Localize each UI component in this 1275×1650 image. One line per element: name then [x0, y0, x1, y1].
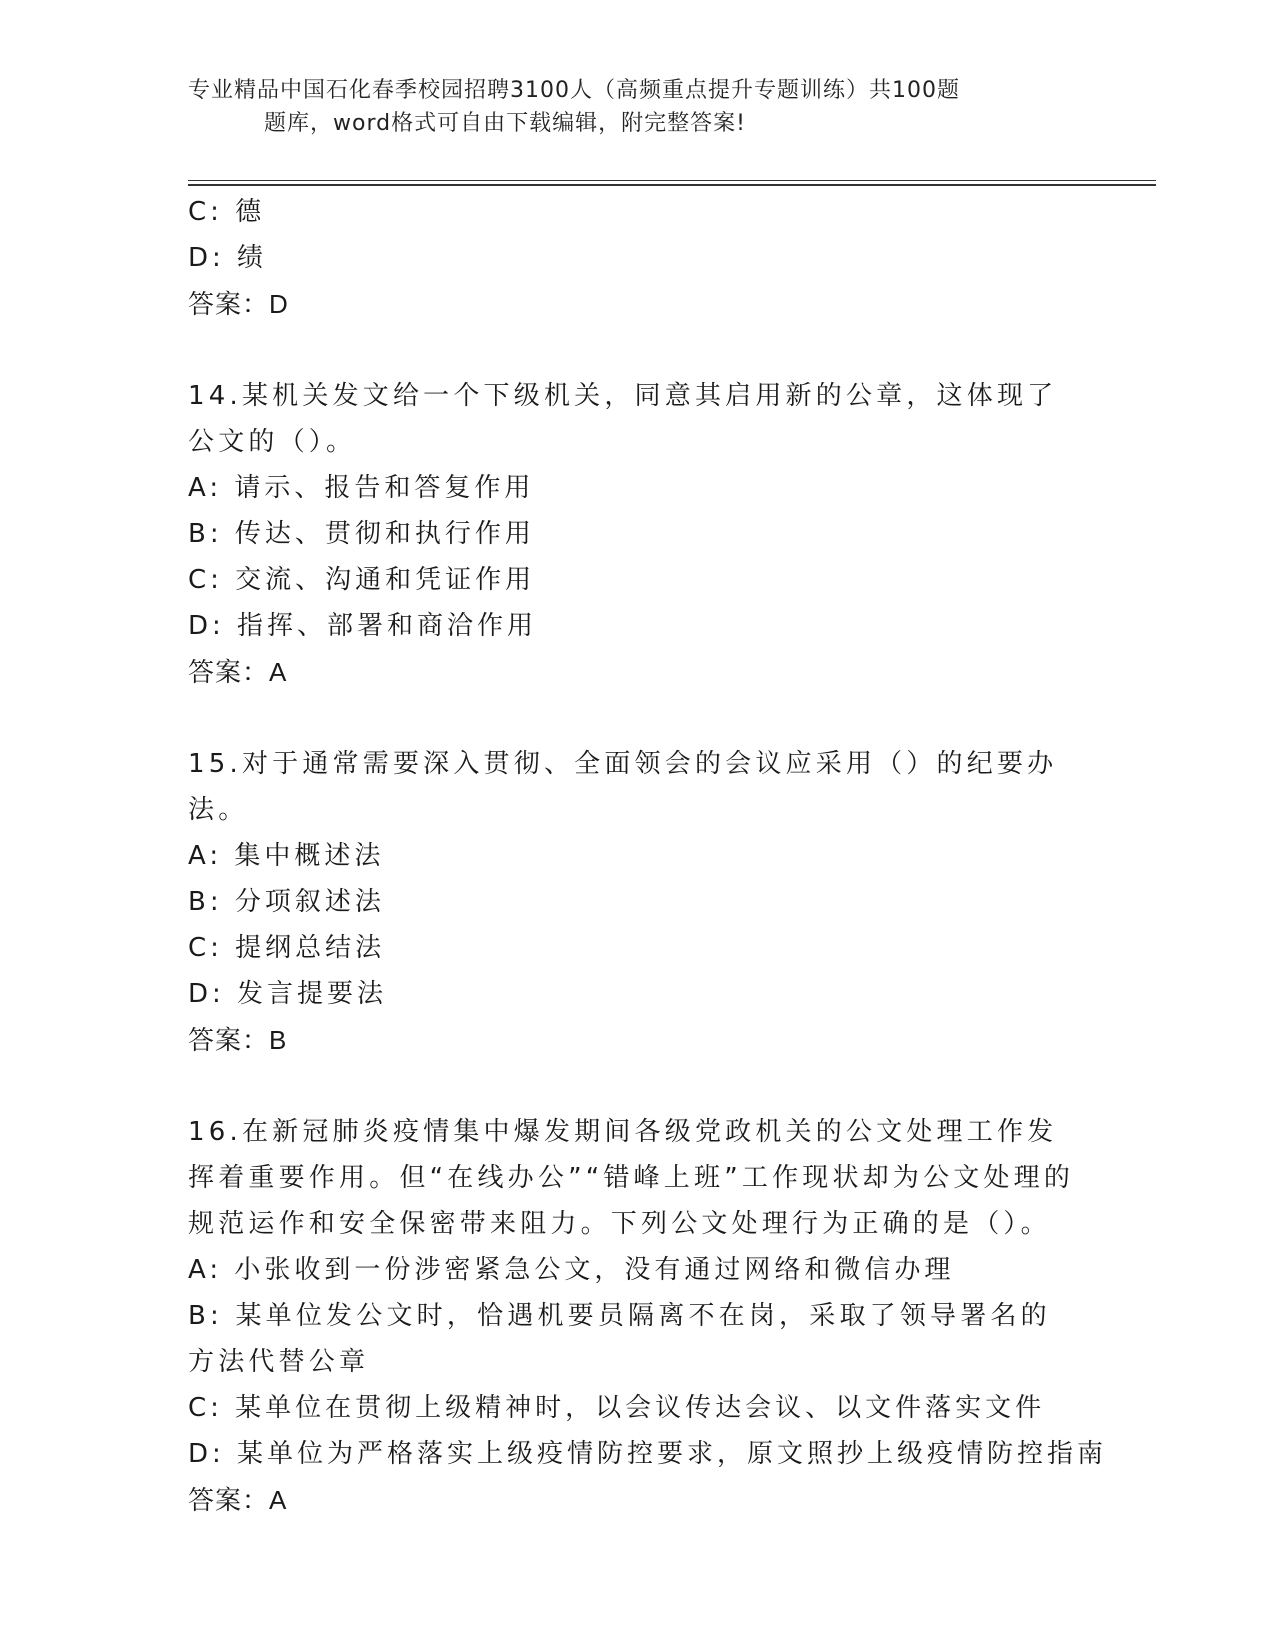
question-stem: 15.对于通常需要深入贯彻、全面领会的会议应采用（）的纪要办法。: [188, 749, 1058, 825]
option-b: B: 传达、贯彻和执行作用: [188, 519, 535, 549]
option-c: C: 某单位在贯彻上级精神时，以会议传达会议、以文件落实文件: [188, 1393, 1046, 1423]
header-title-line2: 题库，word格式可自由下载编辑，附完整答案!: [264, 111, 746, 136]
header-rule-thick: [188, 184, 1156, 186]
option-d: D: 发言提要法: [188, 979, 388, 1009]
answer-label: 答案：B: [188, 1025, 288, 1055]
question-15: [188, 741, 1078, 1063]
page-header: [188, 74, 1088, 140]
question-stem: 14.某机关发文给一个下级机关，同意其启用新的公章，这体现了公文的（）。: [188, 381, 1058, 457]
answer-label: 答案：D: [188, 289, 289, 319]
option-b: B: 某单位发公文时，恰遇机要员隔离不在岗，采取了领导署名的方法代替公章: [188, 1301, 1051, 1377]
option-a: A: 小张收到一份涉密紧急公文，没有通过网络和微信办理: [188, 1255, 955, 1285]
header-title-line1: 专业精品中国石化春季校园招聘3100人（高频重点提升专题训练）共100题: [188, 78, 960, 103]
option-a: A: 请示、报告和答复作用: [188, 473, 535, 503]
question-16: [188, 1109, 1108, 1523]
question-14: [188, 373, 1078, 695]
option-c: C: 德: [188, 197, 266, 227]
question-13-continued: [188, 189, 1078, 327]
option-b: B: 分项叙述法: [188, 887, 385, 917]
option-d: D: 指挥、部署和商洽作用: [188, 611, 538, 641]
answer-label: 答案：A: [188, 657, 288, 687]
question-content: [188, 189, 1108, 1523]
option-c: C: 提纲总结法: [188, 933, 386, 963]
option-d: D: 某单位为严格落实上级疫情防控要求，原文照抄上级疫情防控指南: [188, 1439, 1108, 1469]
header-rule-thin: [188, 180, 1156, 181]
option-a: A: 集中概述法: [188, 841, 385, 871]
option-d: D: 绩: [188, 243, 268, 273]
question-stem: 16.在新冠肺炎疫情集中爆发期间各级党政机关的公文处理工作发挥着重要作用。但“在线办公”“错峰上班”工作现状却为公文处理的规范运作和安全保密带来阻力。下列公文处理行为正确的是（）。: [188, 1117, 1075, 1239]
answer-label: 答案：A: [188, 1485, 288, 1515]
option-c: C: 交流、沟通和凭证作用: [188, 565, 536, 595]
